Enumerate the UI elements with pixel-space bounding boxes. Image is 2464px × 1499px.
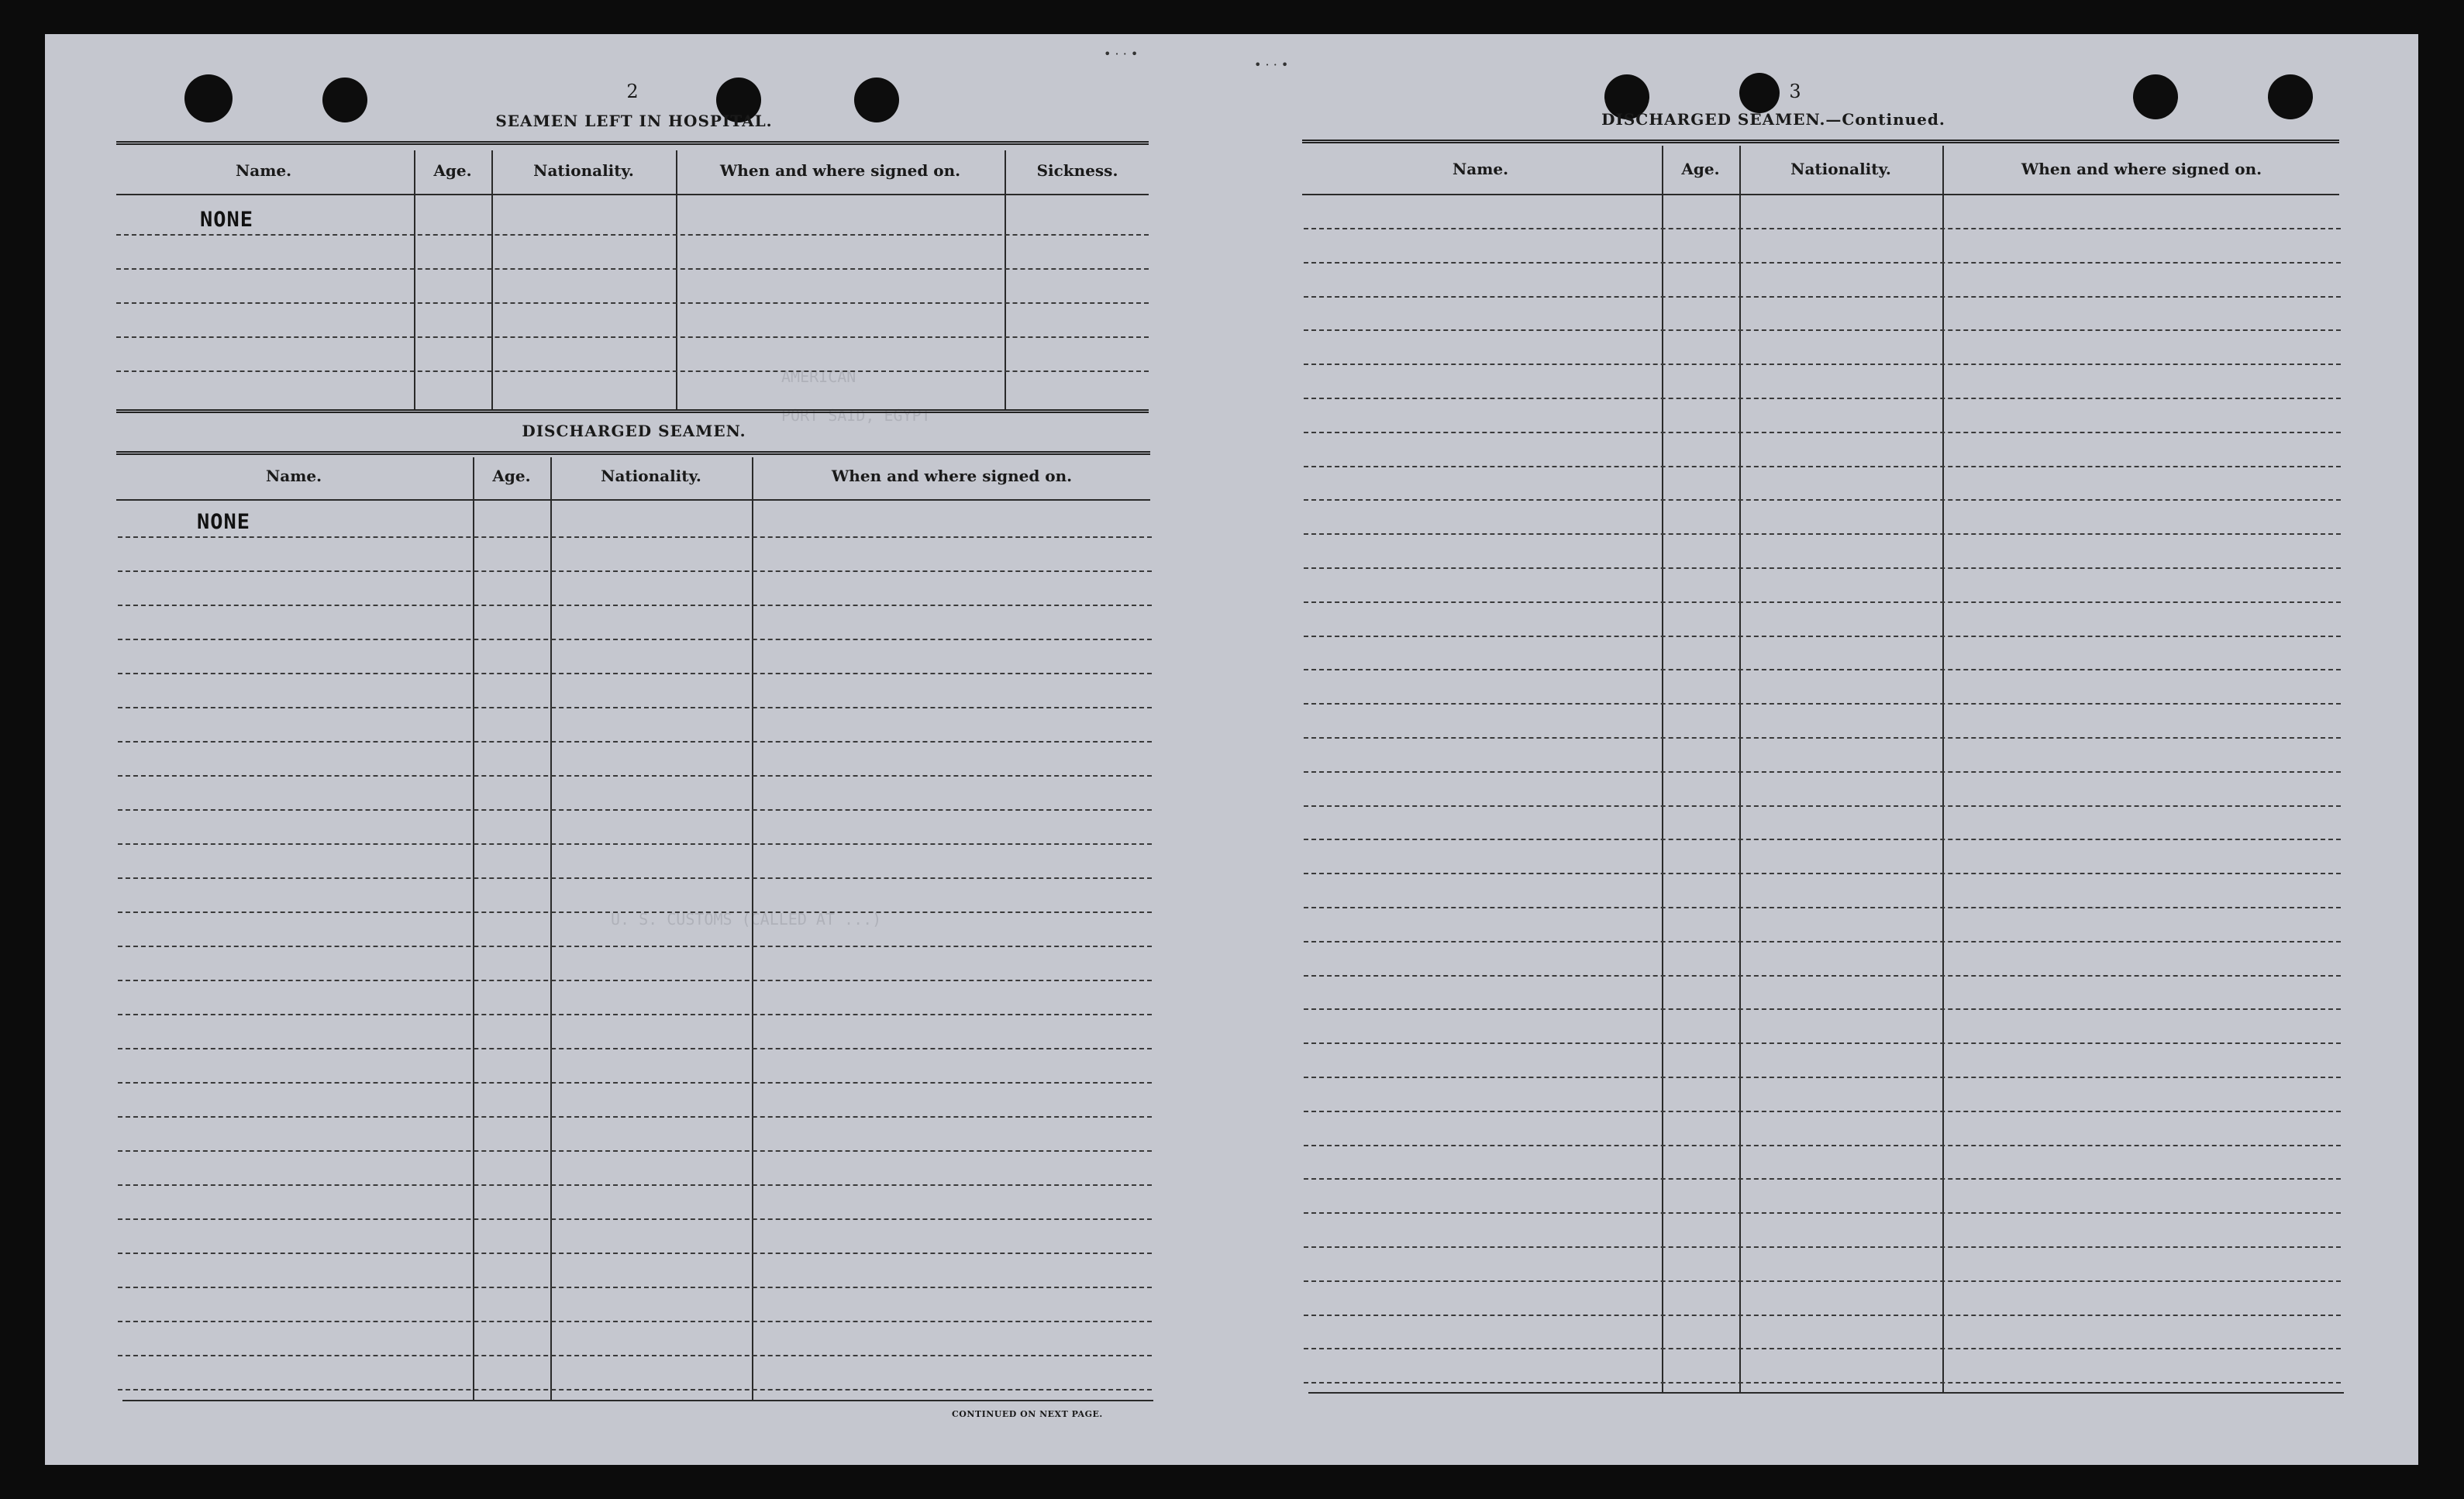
page-number-right: 3: [1789, 81, 1801, 102]
table-top-rule: [116, 141, 1149, 145]
ruled-line: [118, 1184, 1152, 1186]
scan-mark: • · · •: [1104, 47, 1139, 61]
column-divider: [473, 457, 474, 1400]
ruled-line: [1304, 1280, 2341, 1282]
discharged-entry: NONE: [197, 510, 251, 534]
column-header-signed-on: When and where signed on.: [831, 467, 1073, 485]
discharged-continued-title: DISCHARGED SEAMEN.—Continued.: [1601, 110, 1945, 129]
ruled-line: [1304, 839, 2341, 840]
ruled-line: [1304, 1315, 2341, 1316]
ruled-line: [118, 570, 1152, 572]
ruled-line: [118, 536, 1152, 538]
column-divider: [550, 457, 552, 1400]
ruled-line: [1304, 567, 2341, 569]
ruled-line: [118, 946, 1152, 947]
ruled-line: [118, 1150, 1152, 1152]
ruled-line: [118, 843, 1152, 845]
column-header-nationality: Nationality.: [533, 161, 634, 180]
ruled-line: [1304, 432, 2341, 433]
ruled-line: [118, 741, 1152, 743]
punch-hole: [2133, 74, 2178, 119]
ruled-line: [1304, 975, 2341, 977]
punch-hole: [2268, 74, 2313, 119]
column-divider: [1739, 146, 1741, 1394]
ruled-line: [118, 1355, 1152, 1356]
ruled-line: [1304, 636, 2341, 637]
column-header-name: Name.: [265, 467, 322, 485]
column-header-signed-on: When and where signed on.: [719, 161, 961, 180]
ruled-line: [118, 911, 1152, 913]
scan-mark: • · · •: [1254, 57, 1289, 72]
discharged-section-title: DISCHARGED SEAMEN.: [522, 422, 746, 440]
column-header-age: Age.: [492, 467, 531, 485]
ruled-line: [1304, 1382, 2341, 1384]
ruled-line: [1304, 364, 2341, 365]
ruled-line: [118, 1253, 1152, 1254]
ruled-line: [118, 707, 1152, 708]
ruled-line: [1304, 771, 2341, 773]
column-header-nationality: Nationality.: [601, 467, 701, 485]
ruled-line: [1304, 1212, 2341, 1214]
ruled-line: [118, 1389, 1152, 1390]
table-bottom-rule: [122, 1400, 1153, 1401]
column-divider: [1942, 146, 1944, 1394]
bleed-through-text: ...............: [1967, 894, 2107, 913]
hospital-entry: NONE: [200, 208, 254, 232]
ruled-line: [1304, 228, 2341, 229]
ruled-line: [118, 1287, 1152, 1288]
ruled-line: [1304, 907, 2341, 908]
ruled-line: [118, 1218, 1152, 1220]
ruled-line: [1304, 1077, 2341, 1078]
ruled-line: [1304, 1042, 2341, 1044]
column-divider: [1662, 146, 1663, 1394]
column-header-sickness: Sickness.: [1036, 161, 1118, 180]
ruled-line: [118, 1014, 1152, 1015]
table-top-rule: [1302, 140, 2339, 143]
ruled-line: [118, 1321, 1152, 1322]
ruled-line: [116, 234, 1149, 236]
ruled-line: [118, 1048, 1152, 1049]
ruled-line: [1304, 669, 2341, 670]
continued-footer: CONTINUED ON NEXT PAGE.: [952, 1409, 1103, 1419]
ruled-line: [118, 775, 1152, 777]
ruled-line: [116, 370, 1149, 372]
ruled-line: [118, 809, 1152, 811]
column-header-age: Age.: [1681, 160, 1720, 178]
ruled-line: [1304, 1111, 2341, 1112]
hospital-section-title: SEAMEN LEFT IN HOSPITAL.: [495, 112, 773, 130]
ruled-line: [1304, 499, 2341, 501]
ruled-line: [118, 639, 1152, 640]
ruled-line: [1304, 398, 2341, 399]
header-rule: [116, 194, 1149, 195]
ruled-line: [1304, 805, 2341, 807]
ruled-line: [1304, 296, 2341, 298]
column-divider: [752, 457, 753, 1400]
ruled-line: [1304, 1008, 2341, 1010]
ruled-line: [116, 302, 1149, 304]
ruled-line: [1304, 941, 2341, 942]
ruled-line: [118, 1116, 1152, 1118]
ruled-line: [1304, 601, 2341, 603]
punch-hole: [322, 78, 367, 122]
column-header-name: Name.: [235, 161, 292, 180]
ruled-line: [118, 980, 1152, 981]
ruled-line: [1304, 466, 2341, 467]
ruled-line: [1304, 1178, 2341, 1180]
ruled-line: [1304, 1246, 2341, 1248]
ruled-line: [118, 1082, 1152, 1084]
column-header-age: Age.: [433, 161, 472, 180]
ruled-line: [1304, 873, 2341, 874]
ruled-line: [1304, 533, 2341, 535]
ruled-line: [1304, 737, 2341, 739]
ruled-line: [1304, 1348, 2341, 1349]
column-header-signed-on: When and where signed on.: [2021, 160, 2262, 178]
punch-hole: [854, 78, 899, 122]
bleed-through-text: AMERICAN: [781, 367, 856, 386]
header-rule: [1302, 194, 2339, 195]
header-rule: [116, 499, 1150, 501]
page-number-left: 2: [626, 81, 639, 102]
table-top-rule: [116, 451, 1150, 455]
ruled-line: [116, 268, 1149, 270]
ruled-line: [118, 605, 1152, 606]
ruled-line: [118, 673, 1152, 674]
punch-hole: [184, 74, 233, 122]
table-bottom-rule: [1308, 1392, 2344, 1394]
table-bottom-rule: [116, 409, 1149, 413]
bleed-through-text: U. S. CUSTOMS (CALLED AT ...): [611, 910, 882, 929]
ruled-line: [118, 877, 1152, 879]
bleed-through-text: PORT SAID, EGYPT: [781, 406, 931, 425]
scanned-document: [45, 34, 2418, 1465]
ruled-line: [1304, 262, 2341, 264]
ruled-line: [1304, 703, 2341, 705]
ruled-line: [1304, 329, 2341, 331]
column-header-name: Name.: [1452, 160, 1509, 178]
ruled-line: [116, 336, 1149, 338]
column-header-nationality: Nationality.: [1790, 160, 1891, 178]
ruled-line: [1304, 1145, 2341, 1146]
